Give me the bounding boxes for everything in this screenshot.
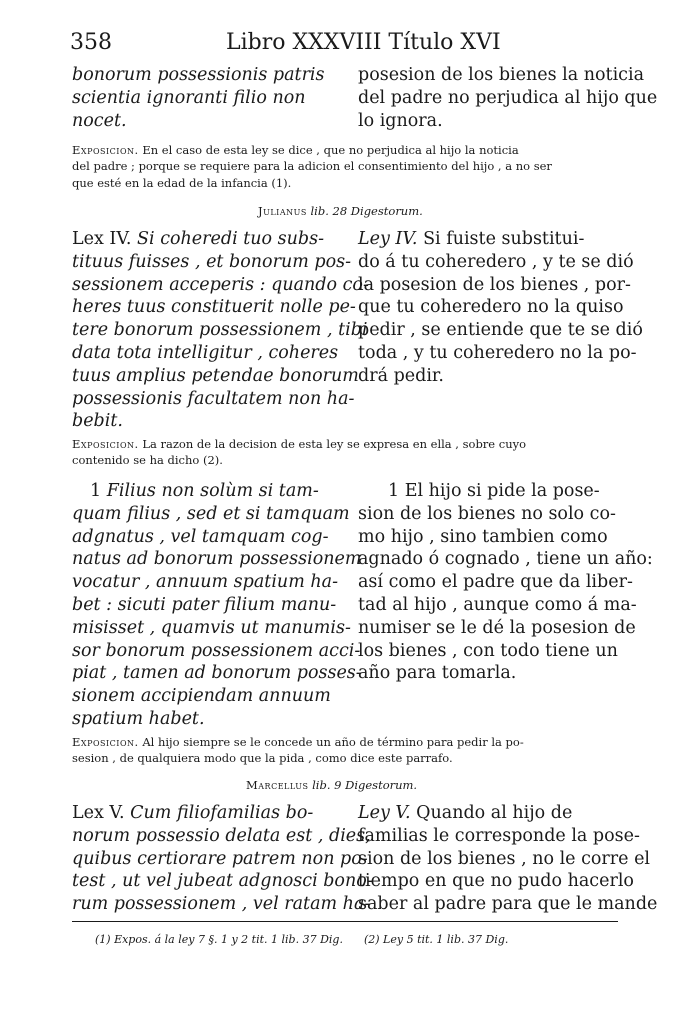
text-line: heres tuus constituerit nolle pe- — [72, 297, 356, 318]
attribution-julianus — [258, 204, 423, 218]
text-line: sesion , de qualquiera modo que la pida , como dice este parrafo. — [72, 751, 453, 766]
text-line: quibus certiorare patrem non po- — [72, 848, 368, 869]
text-line: quam filius , sed et si tamquam — [72, 503, 350, 524]
text-line: agnado ó cognado , tiene un año: — [358, 549, 653, 570]
paragraph-number: 1 — [90, 481, 102, 501]
text-line: toda , y tu coheredero no la po- — [358, 342, 637, 363]
text-line: del padre ; porque se requiere para la adicion el consentimiento del hijo , a no ser — [72, 159, 552, 174]
text-line: tere bonorum possessionem , tibi — [72, 320, 368, 341]
text-line: numiser se le dé la posesion de — [358, 617, 636, 638]
exposition-label: Exposicion. — [72, 143, 139, 157]
text-line: tad al hijo , aunque como á ma- — [358, 594, 637, 615]
text-line: El hijo si pide la pose- — [404, 481, 600, 501]
text-line: Al hijo siempre se le concede un año de término para pedir la po- — [142, 735, 524, 749]
text-line: spatium habet. — [72, 708, 205, 729]
text-line: posesion de los bienes la noticia — [358, 65, 645, 85]
text-line: Cum filiofamilias bo- — [130, 803, 314, 823]
text-line: los bienes , con todo tiene un — [358, 640, 618, 661]
exposition-1 — [72, 142, 620, 191]
lex-4-latin — [72, 228, 369, 433]
text-line: pedir , se entiende que te se dió — [358, 320, 643, 341]
text-line: lo ignora. — [358, 110, 443, 131]
author-name: Marcellus — [246, 778, 309, 792]
text-line: así como el padre que da liber- — [358, 572, 633, 593]
text-line: sion de los bienes , no le corre el — [358, 848, 651, 869]
text-line: bebit. — [72, 411, 123, 432]
paragraph-1-latin — [72, 480, 362, 731]
text-line: test , ut vel jubeat adgnosci bono- — [72, 871, 373, 892]
top-spanish-text — [358, 64, 658, 132]
text-line: drá pedir. — [358, 365, 444, 386]
text-line: data tota intelligitur , coheres — [72, 342, 339, 363]
text-line: año para tomarla. — [358, 663, 517, 684]
lex-5-latin — [72, 802, 373, 916]
ley-4-spanish — [358, 228, 643, 388]
text-line: Quando al hijo de — [416, 803, 573, 823]
text-line: contenido se ha dicho (2). — [72, 453, 223, 468]
lex-heading: Lex IV. — [72, 229, 132, 249]
text-line: que esté en la edad de la infancia (1). — [72, 175, 292, 190]
text-line: possessionis facultatem non ha- — [72, 388, 355, 409]
text-line: vocatur , annuum spatium ha- — [72, 572, 338, 593]
text-line: natus ad bonorum possessionem — [72, 549, 362, 570]
text-line: familias le corresponde la pose- — [358, 825, 640, 846]
source-citation: lib. 9 Digestorum. — [312, 778, 418, 792]
exposition-3 — [72, 734, 620, 767]
text-line: Si fuiste substitui- — [423, 229, 585, 249]
footnote-1: (1) Expos. á la ley 7 §. 1 y 2 tit. 1 lib. 37 Dig. — [95, 933, 343, 946]
text-line: sor bonorum possessionem acci- — [72, 640, 361, 661]
top-latin-text — [72, 64, 344, 132]
text-line: tituus fuisses , et bonorum pos- — [72, 251, 352, 272]
paragraph-number: 1 — [388, 481, 400, 501]
text-line: que tu coheredero no la quiso — [358, 297, 624, 318]
text-line: la posesion de los bienes , por- — [358, 274, 631, 295]
footnote-rule — [72, 921, 618, 922]
page-number: 358 — [70, 30, 112, 55]
ley-heading: Ley IV. — [358, 229, 418, 249]
running-title: Libro XXXVIII Título XVI — [226, 30, 501, 55]
author-name: Julianus — [258, 204, 307, 218]
ley-heading: Ley V. — [358, 803, 411, 823]
text-line: La razon de la decision de esta ley se expresa en ella , sobre cuyo — [142, 437, 527, 451]
attribution-marcellus — [246, 778, 417, 792]
text-line: tiempo en que no pudo hacerlo — [358, 871, 634, 892]
text-line: norum possessio delata est , dies, — [72, 825, 371, 846]
lex-heading: Lex V. — [72, 803, 125, 823]
text-line: adgnatus , vel tamquam cog- — [72, 526, 329, 547]
text-line: bet : sicuti pater filium manu- — [72, 594, 337, 615]
text-line: rum possessionem , vel ratam ha- — [72, 894, 371, 915]
text-line: En el caso de esta ley se dice , que no perjudica al hijo la noticia — [142, 143, 519, 157]
text-line: mo hijo , sino tambien como — [358, 526, 608, 547]
text-line: tuus amplius petendae bonorum — [72, 365, 359, 386]
text-line: bonorum possessionis patris — [72, 65, 325, 85]
exposition-2 — [72, 436, 620, 469]
text-line: Filius non solùm si tam- — [106, 481, 319, 501]
text-line: scientia ignoranti filio non — [72, 87, 306, 108]
text-line: sionem accipiendam annuum — [72, 686, 331, 707]
text-line: piat , tamen ad bonorum posses- — [72, 663, 362, 684]
paragraph-1-spanish — [358, 480, 653, 685]
text-line: saber al padre para que le mande — [358, 894, 658, 915]
text-line: Si coheredi tuo subs- — [137, 229, 324, 249]
text-line: sessionem acceperis : quando co- — [72, 274, 369, 295]
page-header — [70, 30, 620, 58]
exposition-label: Exposicion. — [72, 735, 139, 749]
text-line: misisset , quamvis ut manumis- — [72, 617, 351, 638]
source-citation: lib. 28 Digestorum. — [310, 204, 423, 218]
footnotes — [95, 933, 508, 946]
exposition-label: Exposicion. — [72, 437, 139, 451]
text-line: nocet. — [72, 110, 127, 131]
footnote-2: (2) Ley 5 tit. 1 lib. 37 Dig. — [363, 933, 509, 946]
text-line: sion de los bienes no solo co- — [358, 503, 616, 524]
text-line: del padre no perjudica al hijo que — [358, 87, 658, 108]
text-line: do á tu coheredero , y te se dió — [358, 251, 634, 272]
ley-5-spanish — [358, 802, 658, 916]
